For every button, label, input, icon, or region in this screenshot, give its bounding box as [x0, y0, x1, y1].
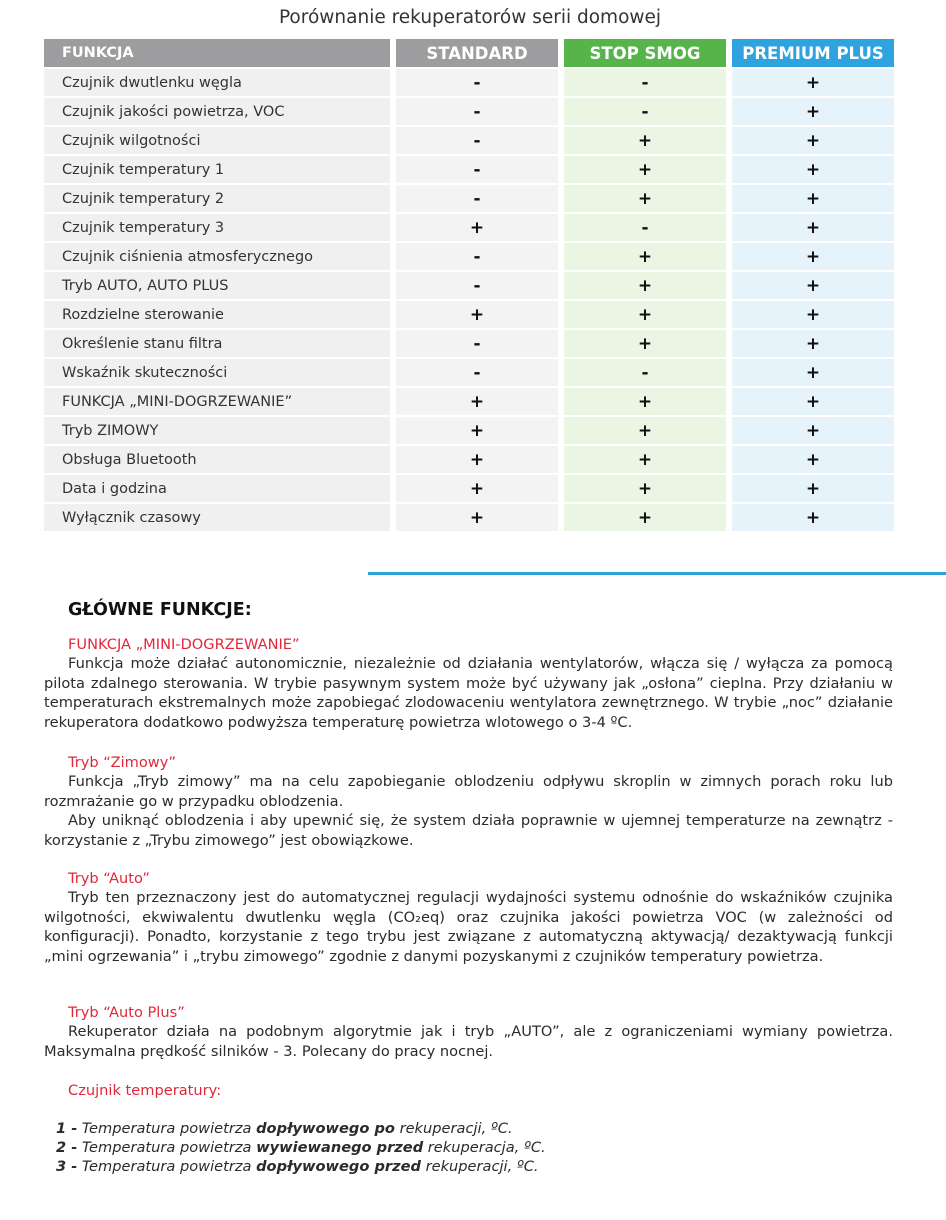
- feature-cell: Określenie stanu filtra: [44, 328, 390, 357]
- page-title: Porównanie rekuperatorów serii domowej: [278, 7, 662, 28]
- standard-cell: +: [396, 415, 558, 444]
- stop-smog-cell: -: [564, 96, 726, 125]
- feature-cell: Czujnik temperatury 3: [44, 212, 390, 241]
- feature-cell: Tryb AUTO, AUTO PLUS: [44, 270, 390, 299]
- standard-cell: -: [396, 357, 558, 386]
- feature-cell: Data i godzina: [44, 473, 390, 502]
- section-tryb-auto: [44, 869, 893, 966]
- premium-plus-cell: +: [732, 299, 894, 328]
- feature-cell: Wskaźnik skuteczności: [44, 357, 390, 386]
- section-text: Funkcja „Tryb zimowy” ma na celu zapobieganie oblodzeniu odpływu skroplin w zimnych porach roku lub rozmrażanie go w przypadku oblodzenia.: [44, 773, 893, 810]
- standard-cell: -: [396, 154, 558, 183]
- standard-cell: -: [396, 183, 558, 212]
- feature-cell: Czujnik ciśnienia atmosferycznego: [44, 241, 390, 270]
- section-tryb-auto-plus: [44, 1003, 893, 1061]
- premium-plus-cell: +: [732, 386, 894, 415]
- feature-cell: Wyłącznik czasowy: [44, 502, 390, 531]
- section-title: Tryb “Auto”: [68, 870, 150, 887]
- stop-smog-cell: +: [564, 415, 726, 444]
- standard-cell: -: [396, 270, 558, 299]
- stop-smog-cell: +: [564, 299, 726, 328]
- standard-cell: +: [396, 386, 558, 415]
- standard-cell: +: [396, 299, 558, 328]
- premium-plus-cell: +: [732, 502, 894, 531]
- feature-cell: Tryb ZIMOWY: [44, 415, 390, 444]
- main-heading: GŁÓWNE FUNKCJE:: [68, 600, 252, 620]
- feature-cell: Obsługa Bluetooth: [44, 444, 390, 473]
- premium-plus-cell: +: [732, 444, 894, 473]
- table-header-row: [44, 39, 894, 67]
- divider-bar: [368, 572, 946, 575]
- table-row: [44, 299, 894, 328]
- premium-plus-cell: +: [732, 415, 894, 444]
- table-row: [44, 328, 894, 357]
- header-stop-smog: STOP SMOG: [564, 39, 726, 67]
- table-row: [44, 473, 894, 502]
- standard-cell: -: [396, 125, 558, 154]
- table-row: [44, 96, 894, 125]
- section-title: Tryb “Auto Plus”: [68, 1004, 185, 1021]
- section-title: Czujnik temperatury:: [68, 1082, 222, 1099]
- section-title: FUNKCJA „MINI-DOGRZEWANIE”: [68, 636, 300, 653]
- feature-cell: Czujnik jakości powietrza, VOC: [44, 96, 390, 125]
- feature-cell: Czujnik wilgotności: [44, 125, 390, 154]
- table-row: [44, 386, 894, 415]
- stop-smog-cell: -: [564, 357, 726, 386]
- standard-cell: +: [396, 502, 558, 531]
- premium-plus-cell: +: [732, 96, 894, 125]
- table-row: [44, 270, 894, 299]
- standard-cell: +: [396, 212, 558, 241]
- feature-cell: Czujnik dwutlenku węgla: [44, 67, 390, 96]
- premium-plus-cell: +: [732, 270, 894, 299]
- section-tryb-zimowy: [44, 753, 893, 850]
- stop-smog-cell: +: [564, 241, 726, 270]
- table-row: [44, 444, 894, 473]
- table-row: [44, 415, 894, 444]
- section-title: Tryb “Zimowy”: [68, 754, 176, 771]
- premium-plus-cell: +: [732, 125, 894, 154]
- premium-plus-cell: +: [732, 67, 894, 96]
- section-text: Funkcja może działać autonomicznie, niezależnie od działania wentylatorów, włącza się / wyłącza za pomocą pilota zdalnego sterowania. W trybie pasywnym system może być używany jak „osłona” cieplna. Przy działaniu w temperaturach ekstremalnych może zapobiegać zlodowaceniu wentylatora zewnętrznego. W trybie „noc” działanie rekuperatora dodatkowo podwyższa temperaturę powietrza wlotowego o 3-4 ºC.: [44, 655, 893, 731]
- section-text: Aby uniknąć oblodzenia i aby upewnić się, że system działa poprawnie w ujemnej temperaturze na zewnątrz - korzystanie z „Trybu zimowego” jest obowiązkowe.: [44, 812, 893, 849]
- standard-cell: -: [396, 96, 558, 125]
- section-text: Tryb ten przeznaczony jest do automatycznej regulacji wydajności systemu odnośnie do wskaźników czujnika wilgotności, ekwiwalentu dwutlenku węgla (CO₂eq) oraz czujnika jakości powietrza VOC (w zależności od konfiguracji). Ponadto, korzystanie z tego trybu jest związane z automatyczną aktywacją/ dezaktywacją funkcji „mini ogrzewania” i „trybu zimowego” zgodnie z danymi pozyskanymi z czujników temperatury powietrza.: [44, 889, 893, 965]
- stop-smog-cell: -: [564, 212, 726, 241]
- standard-cell: -: [396, 241, 558, 270]
- comparison-table: [44, 39, 894, 531]
- feature-cell: Czujnik temperatury 1: [44, 154, 390, 183]
- table-row: [44, 357, 894, 386]
- premium-plus-cell: +: [732, 328, 894, 357]
- stop-smog-cell: +: [564, 125, 726, 154]
- premium-plus-cell: +: [732, 154, 894, 183]
- standard-cell: -: [396, 67, 558, 96]
- premium-plus-cell: +: [732, 241, 894, 270]
- table-row: [44, 125, 894, 154]
- table-row: [44, 154, 894, 183]
- section-czujnik-temperatury: [44, 1081, 893, 1100]
- header-premium-plus: PREMIUM PLUS: [732, 39, 894, 67]
- temp-item-3: 3 - Temperatura powietrza dopływowego przed rekuperacji, ºC.: [56, 1158, 539, 1175]
- stop-smog-cell: +: [564, 502, 726, 531]
- feature-cell: Czujnik temperatury 2: [44, 183, 390, 212]
- section-text: Rekuperator działa na podobnym algorytmie jak i tryb „AUTO”, ale z ograniczeniami wymiany powietrza. Maksymalna prędkość silników - 3. Polecany do pracy nocnej.: [44, 1023, 893, 1060]
- header-funkcja: FUNKCJA: [44, 39, 390, 67]
- feature-cell: FUNKCJA „MINI-DOGRZEWANIE”: [44, 386, 390, 415]
- feature-cell: Rozdzielne sterowanie: [44, 299, 390, 328]
- stop-smog-cell: +: [564, 270, 726, 299]
- table-row: [44, 241, 894, 270]
- stop-smog-cell: -: [564, 67, 726, 96]
- standard-cell: +: [396, 444, 558, 473]
- stop-smog-cell: +: [564, 386, 726, 415]
- premium-plus-cell: +: [732, 357, 894, 386]
- header-standard: STANDARD: [396, 39, 558, 67]
- stop-smog-cell: +: [564, 328, 726, 357]
- standard-cell: +: [396, 473, 558, 502]
- temp-item-2: 2 - Temperatura powietrza wywiewanego przed rekuperacja, ºC.: [56, 1139, 546, 1156]
- premium-plus-cell: +: [732, 473, 894, 502]
- stop-smog-cell: +: [564, 444, 726, 473]
- stop-smog-cell: +: [564, 473, 726, 502]
- table-row: [44, 183, 894, 212]
- standard-cell: -: [396, 328, 558, 357]
- stop-smog-cell: +: [564, 154, 726, 183]
- premium-plus-cell: +: [732, 212, 894, 241]
- section-mini-dogrzewanie: [44, 635, 893, 732]
- table-row: [44, 67, 894, 96]
- stop-smog-cell: +: [564, 183, 726, 212]
- table-row: [44, 212, 894, 241]
- table-row: [44, 502, 894, 531]
- temp-item-1: 1 - Temperatura powietrza dopływowego po rekuperacji, ºC.: [56, 1120, 513, 1137]
- premium-plus-cell: +: [732, 183, 894, 212]
